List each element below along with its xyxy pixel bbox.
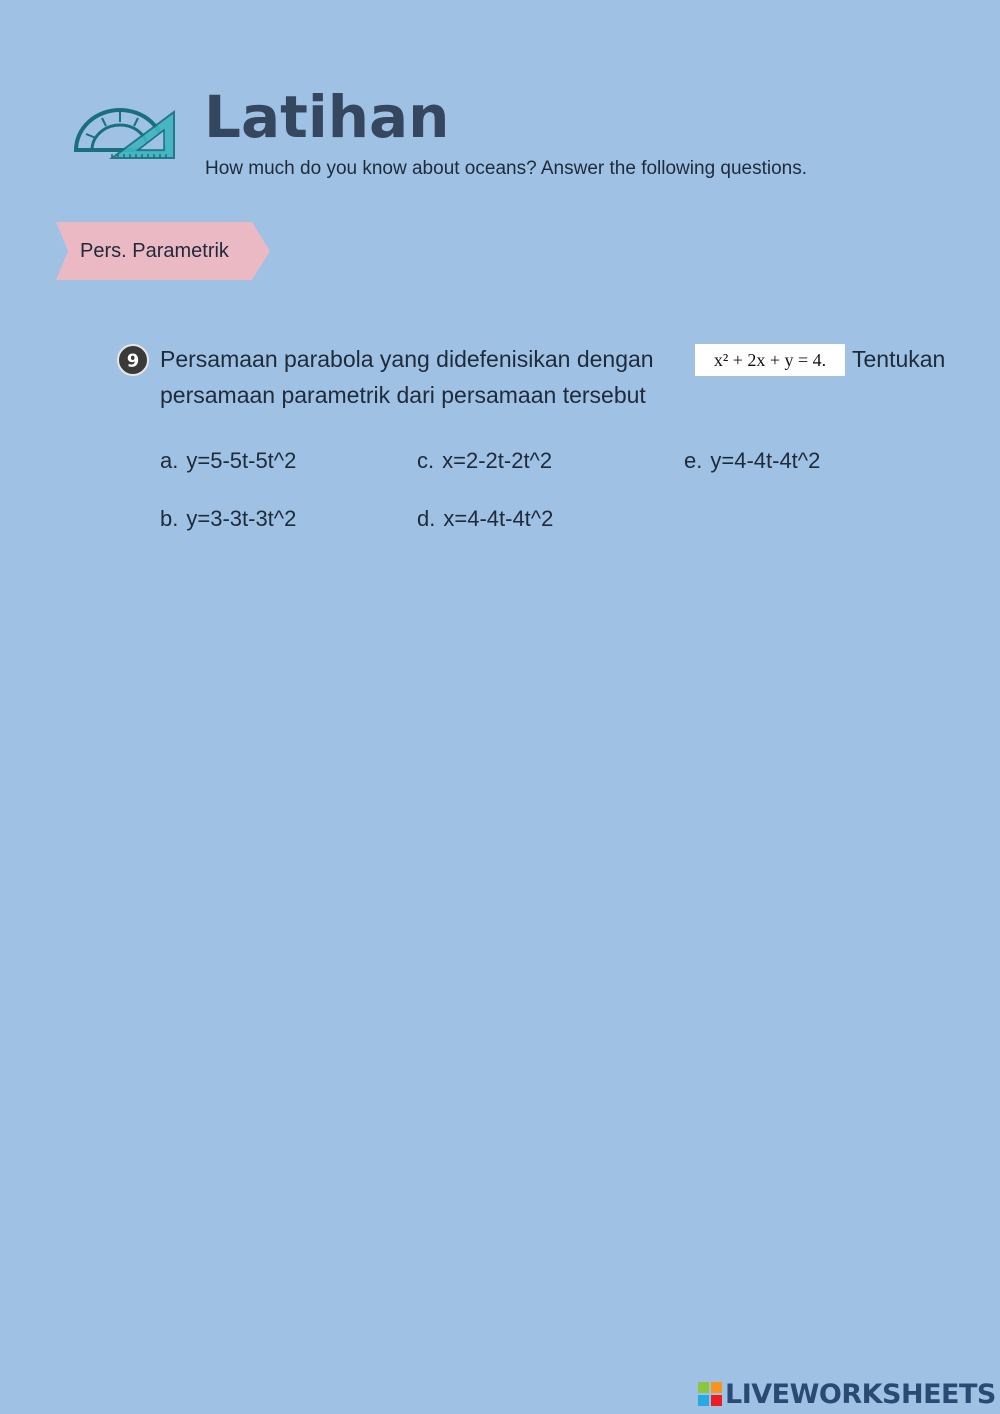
- question-text-part3: persamaan parametrik dari persamaan tersebut: [160, 382, 646, 408]
- option-letter: a.: [160, 448, 179, 473]
- option-letter: b.: [160, 506, 179, 531]
- brand-name: LIVEWORKSHEETS: [725, 1378, 996, 1410]
- option-d[interactable]: [417, 504, 553, 534]
- option-e[interactable]: [684, 446, 820, 476]
- option-text: y=3-3t-3t^2: [186, 506, 297, 531]
- question-text-part1: Persamaan parabola yang didefenisikan dengan: [160, 346, 654, 372]
- option-text: x=2-2t-2t^2: [442, 448, 553, 473]
- option-text: y=5-5t-5t^2: [186, 448, 297, 473]
- question-text-part2: Tentukan: [852, 346, 946, 372]
- page-subtitle: How much do you know about oceans? Answer the following questions.: [205, 158, 808, 179]
- option-letter: d.: [417, 506, 436, 531]
- option-letter: e.: [684, 448, 703, 473]
- geometry-tools-icon: [72, 104, 178, 162]
- option-a[interactable]: [160, 446, 296, 476]
- option-b[interactable]: [160, 504, 296, 534]
- option-c[interactable]: [417, 446, 552, 476]
- liveworksheets-logo-icon: [698, 1382, 722, 1406]
- page-title: Latihan: [204, 83, 450, 151]
- question-number: 9: [126, 350, 140, 372]
- option-text: x=4-4t-4t^2: [443, 506, 554, 531]
- section-ribbon: [56, 222, 270, 280]
- option-text: y=4-4t-4t^2: [710, 448, 821, 473]
- formula-image: x² + 2x + y = 4.: [695, 344, 845, 376]
- liveworksheets-logo[interactable]: [698, 1378, 996, 1410]
- option-letter: c.: [417, 448, 435, 473]
- section-label: Pers. Parametrik: [80, 240, 229, 262]
- question-number-badge: [117, 344, 149, 376]
